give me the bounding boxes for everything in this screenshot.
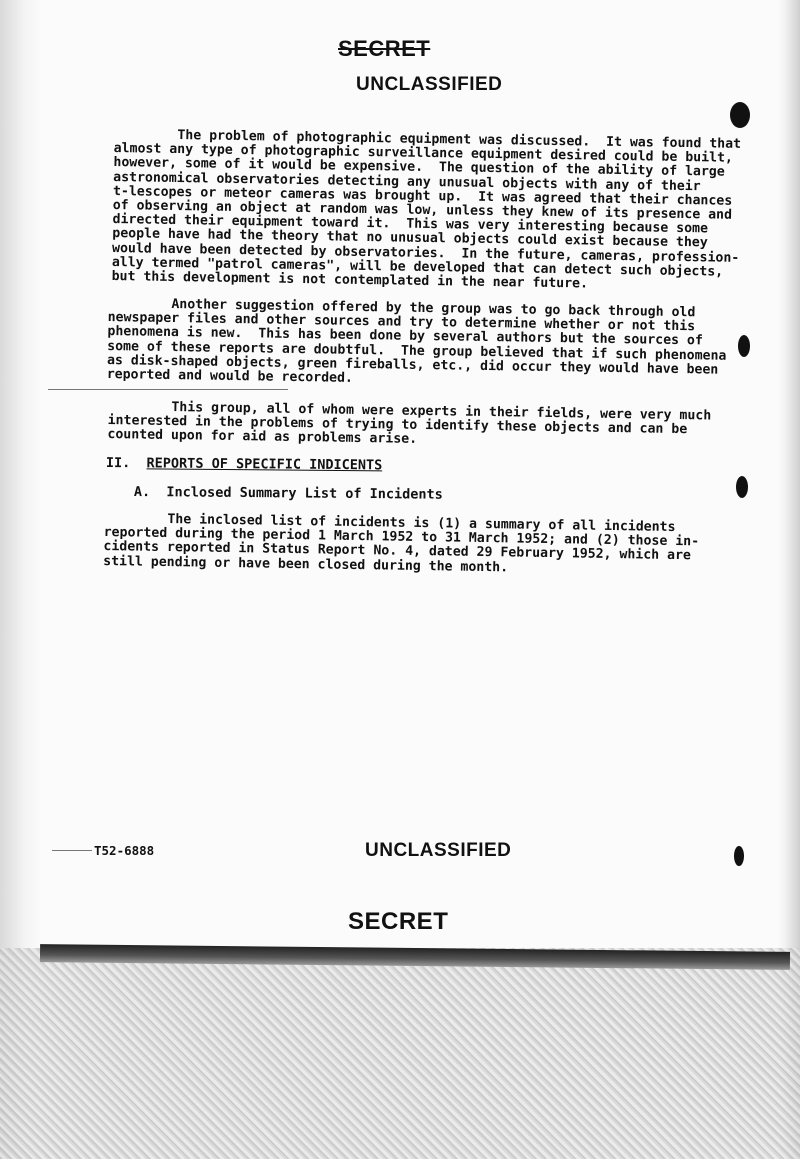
subsection-title: Inclosed Summary List of Incidents	[166, 484, 443, 503]
subsection-heading	[134, 484, 443, 503]
paragraph-newspaper-files: Another suggestion offered by the group was to go back through old newspaper files and other sources and try to determine whether or not this phenomena is new. This has been done by several authors but the sources of some of these reports are doubtful. The group believed that if such phenomena as disk-shaped objects, green fireballs, etc., did occur they would have been reported and would be recorded.	[106, 296, 727, 386]
section-heading	[106, 455, 382, 473]
classification-secret-bottom: SECRET	[348, 908, 449, 935]
punch-hole-mark	[730, 102, 750, 128]
scan-bottom-texture	[0, 948, 800, 1159]
paragraph-inclosed-list: The inclosed list of incidents is (1) a summary of all incidents reported during the period 1 March 1952 to 31 March 1952; and (2) those in- cidents reported in Status Report No. 4, dated 29 February 1952, which are still pending or have been closed during the month.	[103, 511, 700, 575]
classification-secret-top: SECRET	[338, 36, 431, 61]
paragraph-photographic-equipment: The problem of photographic equipment was discussed. It was found that almost any type of photographic surveillance equipment desired could be built, however, some of it would be expensive. The question of the ability of large astronomical observatories detecting any unusual objects with any of their t-lescopes or meteor cameras was brought up. It was agreed that their chances of observing an object at random was low, unless they knew of its presence and directed their equipment toward it. This was very interesting because some people have had the theory that no unusual objects could exist because they would have been detected by observatories. In the future, cameras, profession- ally termed "patrol cameras", will be developed that can detect such objects, but this development is not contemplated in the near future.	[111, 127, 742, 292]
section-number: II.	[105, 455, 131, 472]
punch-hole-mark	[734, 846, 744, 866]
scan-artifact-line	[48, 389, 288, 390]
document-number: T52-6888	[94, 843, 155, 858]
subsection-letter: A.	[133, 484, 151, 501]
punch-hole-mark	[736, 476, 748, 498]
section-title: REPORTS OF SPECIFIC INDICENTS	[146, 455, 383, 474]
classification-unclassified-top: UNCLASSIFIED	[356, 74, 503, 95]
scan-artifact-line	[52, 850, 92, 851]
paragraph-group-experts: This group, all of whom were experts in their fields, were very much interested in the problems of trying to identify these objects and can be counted upon for aid as problems arise.	[107, 399, 712, 448]
classification-unclassified-bottom: UNCLASSIFIED	[365, 840, 512, 861]
punch-hole-mark	[738, 335, 750, 357]
